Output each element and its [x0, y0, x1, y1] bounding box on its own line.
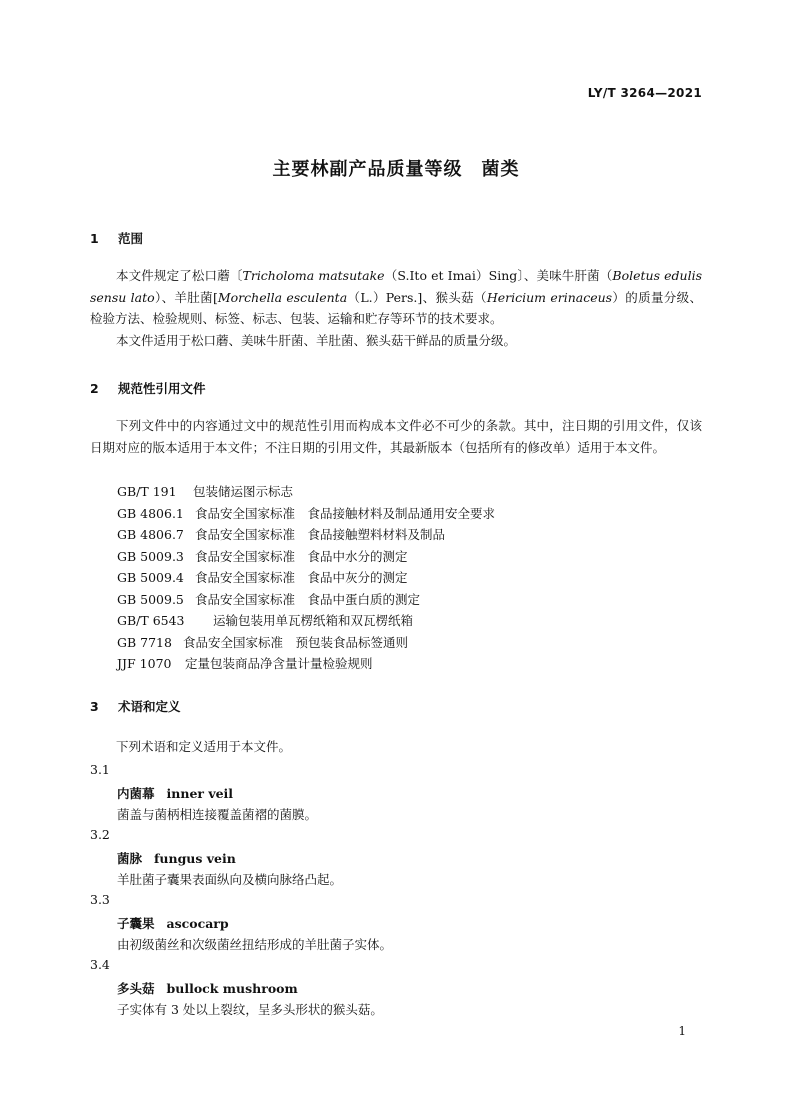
text-run: ）的质量分级、检验方法、检验规则、标签、标志、包装、运输和贮存等环节的技术要求。	[90, 289, 702, 326]
reference-item	[117, 589, 420, 611]
text-run: 本文件规定了松口蘑〔	[116, 268, 243, 283]
reference-code: GB 4806.7	[117, 527, 184, 542]
reference-title: 食品安全国家标准 食品中灰分的测定	[195, 570, 408, 585]
reference-code: GB 5009.4	[117, 570, 184, 585]
section-title: 术语和定义	[118, 699, 181, 714]
references-intro: 下列文件中的内容通过文中的规范性引用而构成本文件必不可少的条款。其中，注日期的引用文件，仅该日期对应的版本适用于本文件；不注日期的引用文件，其最新版本（包括所有的修改单）适用于本文件。	[90, 418, 702, 455]
section-1-heading	[90, 229, 143, 247]
latin-name: Hericium erinaceus	[486, 289, 613, 305]
standard-number: LY/T 3264—2021	[587, 86, 702, 100]
scope-paragraph-2: 本文件适用于松口蘑、美味牛肝菌、羊肚菌、猴头菇干鲜品的质量分级。	[116, 333, 517, 348]
term-heading	[117, 849, 236, 867]
reference-code: GB/T 191	[117, 484, 177, 499]
term-definition: 由初级菌丝和次级菌丝扭结形成的羊肚菌子实体。	[117, 937, 393, 952]
reference-item	[117, 524, 445, 546]
reference-title: 食品安全国家标准 预包装食品标签通则	[183, 634, 409, 650]
term-definition: 羊肚菌子囊果表面纵向及横向脉络凸起。	[117, 872, 343, 887]
reference-code: GB/T 6543	[117, 613, 185, 628]
term-number: 3.3	[90, 892, 110, 907]
term-chinese: 子囊果	[117, 916, 155, 931]
reference-item	[117, 546, 408, 568]
reference-code: GB 5009.5	[117, 591, 184, 607]
reference-title: 食品安全国家标准 食品接触塑料材料及制品	[195, 527, 446, 542]
reference-code: GB 5009.3	[117, 548, 184, 564]
term-heading	[117, 914, 229, 932]
reference-item	[117, 632, 408, 654]
latin-name: Tricholoma matsutake	[242, 268, 385, 283]
reference-title: 食品安全国家标准 食品中水分的测定	[195, 548, 408, 564]
section-number: 1	[90, 231, 99, 246]
term-english: ascocarp	[166, 916, 229, 931]
section-2-heading	[90, 379, 206, 397]
term-definition: 子实体有 3 处以上裂纹，呈多头形状的猴头菇。	[117, 1002, 383, 1017]
term-english: inner veil	[166, 786, 234, 801]
term-number: 3.4	[90, 957, 110, 972]
reference-item	[117, 481, 293, 503]
term-chinese: 多头菇	[117, 981, 155, 996]
section-3-heading	[90, 697, 181, 715]
term-english: fungus vein	[154, 851, 236, 866]
reference-item	[117, 567, 408, 589]
reference-code: GB 4806.1	[117, 505, 184, 521]
term-chinese: 内菌幕	[117, 786, 155, 801]
term-number: 3.1	[90, 762, 110, 777]
text-run: （L.）Pers.]、猴头菇（	[347, 289, 487, 305]
term-chinese: 菌脉	[117, 851, 143, 866]
latin-name: Morchella esculenta	[217, 289, 348, 305]
term-heading	[117, 784, 233, 802]
scope-paragraph-1	[90, 265, 702, 330]
reference-code: JJF 1070	[117, 656, 172, 671]
reference-title: 定量包装商品净含量计量检验规则	[185, 656, 373, 671]
reference-code: GB 7718	[117, 634, 172, 650]
reference-item	[117, 653, 373, 675]
term-english: bullock mushroom	[166, 981, 298, 996]
text-run: ）、羊肚菌[	[154, 289, 218, 305]
reference-title: 运输包装用单瓦楞纸箱和双瓦楞纸箱	[213, 613, 414, 628]
section-number: 3	[90, 699, 99, 714]
reference-title: 食品安全国家标准 食品接触材料及制品通用安全要求	[195, 505, 496, 521]
term-number: 3.2	[90, 827, 110, 842]
terms-intro: 下列术语和定义适用于本文件。	[116, 739, 292, 754]
reference-item	[117, 610, 413, 632]
term-heading	[117, 979, 298, 997]
text-run: （S.Ito et Imai）Sing〕、美味牛肝菌（	[384, 268, 613, 283]
latin-name: Boletus edulis sensu lato	[90, 268, 702, 305]
reference-item	[117, 503, 495, 525]
section-title: 规范性引用文件	[118, 381, 206, 396]
reference-title: 食品安全国家标准 食品中蛋白质的测定	[195, 591, 421, 607]
section-title: 范围	[118, 231, 144, 246]
page-number: 1	[678, 1024, 686, 1038]
reference-title: 包装储运图示标志	[193, 484, 294, 499]
section-number: 2	[90, 381, 99, 396]
document-title: 主要林副产品质量等级 菌类	[272, 159, 520, 180]
term-definition: 菌盖与菌柄相连接覆盖菌褶的菌膜。	[117, 807, 318, 822]
